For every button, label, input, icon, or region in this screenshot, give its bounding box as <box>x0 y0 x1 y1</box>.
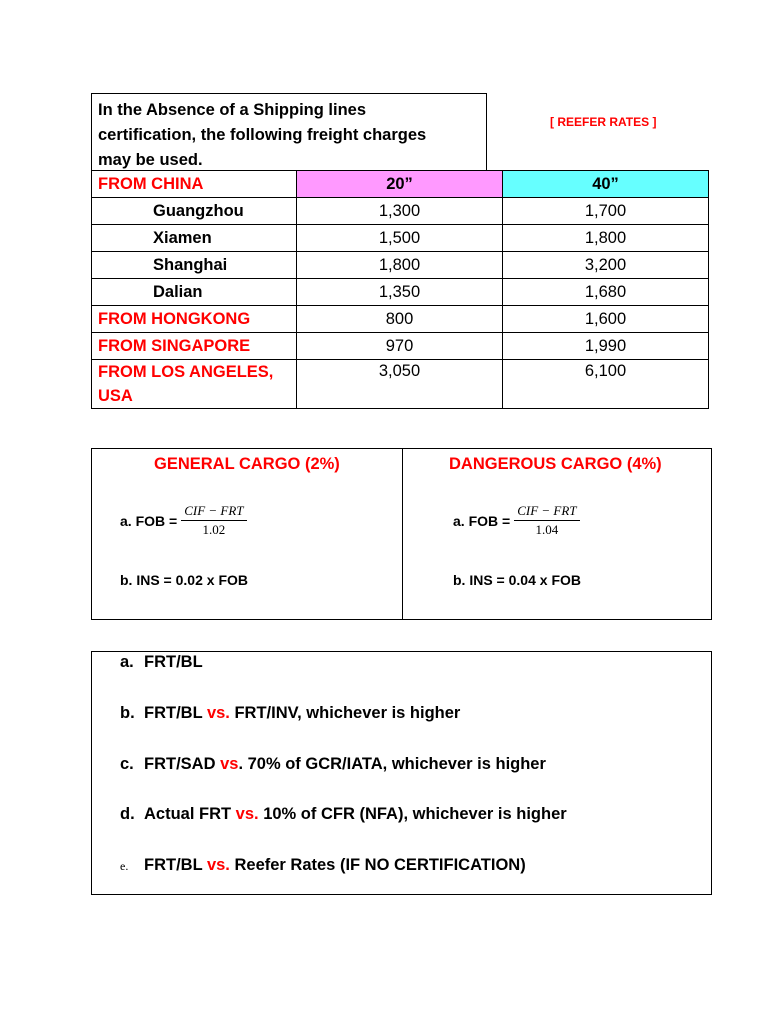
reefer-rates-tag: [ REEFER RATES ] <box>550 115 657 129</box>
col-40ft-header: 40” <box>503 171 709 198</box>
table-row <box>92 333 709 360</box>
general-ins-formula: b. INS = 0.02 x FOB <box>120 572 248 588</box>
intro-note <box>91 93 487 170</box>
rule-letter: d. <box>120 805 135 823</box>
rate-40-cell: 1,700 <box>503 198 709 225</box>
rate-20-cell: 1,800 <box>297 252 503 279</box>
dangerous-fob-formula <box>453 503 580 538</box>
rate-40-cell: 1,990 <box>503 333 709 360</box>
rate-20-cell: 3,050 <box>297 360 503 409</box>
freight-rules-box <box>91 651 712 895</box>
table-header-row <box>92 171 709 198</box>
rule-letter: b. <box>120 704 135 722</box>
rate-40-cell: 3,200 <box>503 252 709 279</box>
rate-40-cell: 6,100 <box>503 360 709 409</box>
rule-letter: c. <box>120 755 134 773</box>
fraction-denominator: 1.04 <box>535 522 559 537</box>
rate-20-cell: 800 <box>297 306 503 333</box>
rule-vs: vs. <box>206 704 230 722</box>
fraction <box>181 503 246 538</box>
intro-line-1: In the Absence of a Shipping lines <box>98 101 367 119</box>
table-row <box>92 225 709 252</box>
rule-vs: vs <box>220 755 239 773</box>
cargo-formulas-box <box>91 448 712 620</box>
fob-label: a. FOB = <box>453 512 511 529</box>
rule-vs: vs. <box>206 856 230 874</box>
intro-line-3: may be used. <box>98 151 203 169</box>
fraction-numerator: CIF − FRT <box>514 503 579 521</box>
rule-item <box>120 805 567 824</box>
rule-item <box>120 704 460 723</box>
col-20ft-header: 20” <box>297 171 503 198</box>
dangerous-ins-formula: b. INS = 0.04 x FOB <box>453 572 581 588</box>
rate-20-cell: 970 <box>297 333 503 360</box>
fraction <box>514 503 579 538</box>
freight-rates-table <box>91 170 709 409</box>
rule-text-after: Reefer Rates (IF NO CERTIFICATION) <box>229 856 526 874</box>
origin-line-1: FROM LOS ANGELES, <box>98 363 274 381</box>
table-row <box>92 306 709 333</box>
table-row <box>92 252 709 279</box>
origin-cell: FROM HONGKONG <box>92 306 297 333</box>
origin-cell: Dalian <box>92 279 297 306</box>
rule-item <box>120 653 203 672</box>
rate-40-cell: 1,680 <box>503 279 709 306</box>
rule-letter: a. <box>120 653 134 671</box>
table-row <box>92 360 709 409</box>
rule-text-after: 10% of CFR (NFA), whichever is higher <box>258 805 567 823</box>
origin-cell: Guangzhou <box>92 198 297 225</box>
rule-text-after: FRT/INV, whichever is higher <box>229 704 461 722</box>
origin-cell <box>92 360 297 409</box>
general-cargo-title: GENERAL CARGO (2%) <box>154 455 340 473</box>
origin-line-2: USA <box>98 387 133 405</box>
origin-cell: FROM SINGAPORE <box>92 333 297 360</box>
rule-text: FRT/BL <box>144 704 207 722</box>
rule-item <box>120 856 526 875</box>
table-row <box>92 279 709 306</box>
origin-cell: Shanghai <box>92 252 297 279</box>
rule-text-after: . 70% of GCR/IATA, whichever is higher <box>238 755 546 773</box>
fraction-denominator: 1.02 <box>202 522 226 537</box>
origin-header: FROM CHINA <box>92 171 297 198</box>
fob-label: a. FOB = <box>120 512 178 529</box>
table-row <box>92 198 709 225</box>
rule-text: FRT/BL <box>144 653 203 671</box>
general-fob-formula <box>120 503 247 538</box>
rule-text: FRT/SAD <box>144 755 221 773</box>
rule-vs: vs. <box>235 805 259 823</box>
dangerous-cargo-title: DANGEROUS CARGO (4%) <box>449 455 662 473</box>
rule-text: FRT/BL <box>144 856 207 874</box>
rule-text: Actual FRT <box>144 805 236 823</box>
rule-item <box>120 755 546 774</box>
origin-cell: Xiamen <box>92 225 297 252</box>
rate-20-cell: 1,350 <box>297 279 503 306</box>
cargo-divider <box>402 449 403 619</box>
rule-letter: e. <box>120 859 129 873</box>
rate-40-cell: 1,600 <box>503 306 709 333</box>
rate-40-cell: 1,800 <box>503 225 709 252</box>
rate-20-cell: 1,500 <box>297 225 503 252</box>
intro-line-2: certification, the following freight charges <box>98 126 427 144</box>
fraction-numerator: CIF − FRT <box>181 503 246 521</box>
rate-20-cell: 1,300 <box>297 198 503 225</box>
